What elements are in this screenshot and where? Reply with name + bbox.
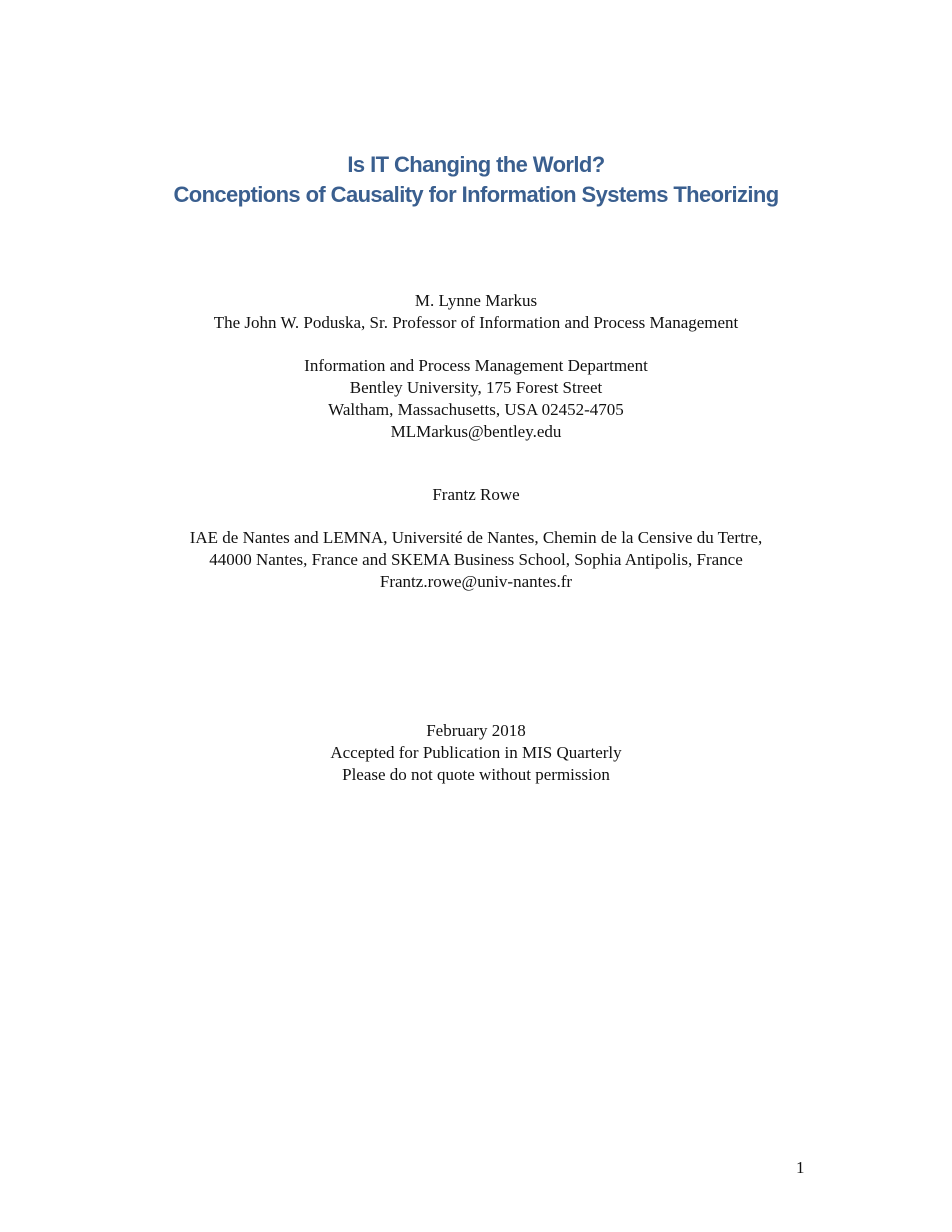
author2-name: Frantz Rowe bbox=[432, 485, 520, 504]
author1-email: MLMarkus@bentley.edu bbox=[390, 422, 562, 441]
author1-address-2: Waltham, Massachusetts, USA 02452-4705 bbox=[328, 400, 624, 419]
publication-date: February 2018 bbox=[426, 721, 526, 740]
page-number: 1 bbox=[796, 1158, 805, 1177]
author2-affiliation-1: IAE de Nantes and LEMNA, Université de Nantes, Chemin de la Censive du Tertre, bbox=[189, 528, 763, 547]
author2-affiliation-2: 44000 Nantes, France and SKEMA Business School, Sophia Antipolis, France bbox=[209, 550, 743, 569]
author2-email: Frantz.rowe@univ-nantes.fr bbox=[379, 572, 573, 591]
publication-status: Accepted for Publication in MIS Quarterly bbox=[330, 743, 622, 762]
title-line-1: Is IT Changing the World? bbox=[347, 152, 605, 177]
author1-address-1: Bentley University, 175 Forest Street bbox=[349, 378, 603, 397]
author1-name: M. Lynne Markus bbox=[414, 291, 538, 310]
publication-note: Please do not quote without permission bbox=[342, 765, 610, 784]
title-line-2: Conceptions of Causality for Information Systems Theorizing bbox=[173, 182, 779, 207]
author1-department: Information and Process Management Department bbox=[304, 356, 648, 375]
author1-position: The John W. Poduska, Sr. Professor of Information and Process Management bbox=[213, 313, 739, 332]
